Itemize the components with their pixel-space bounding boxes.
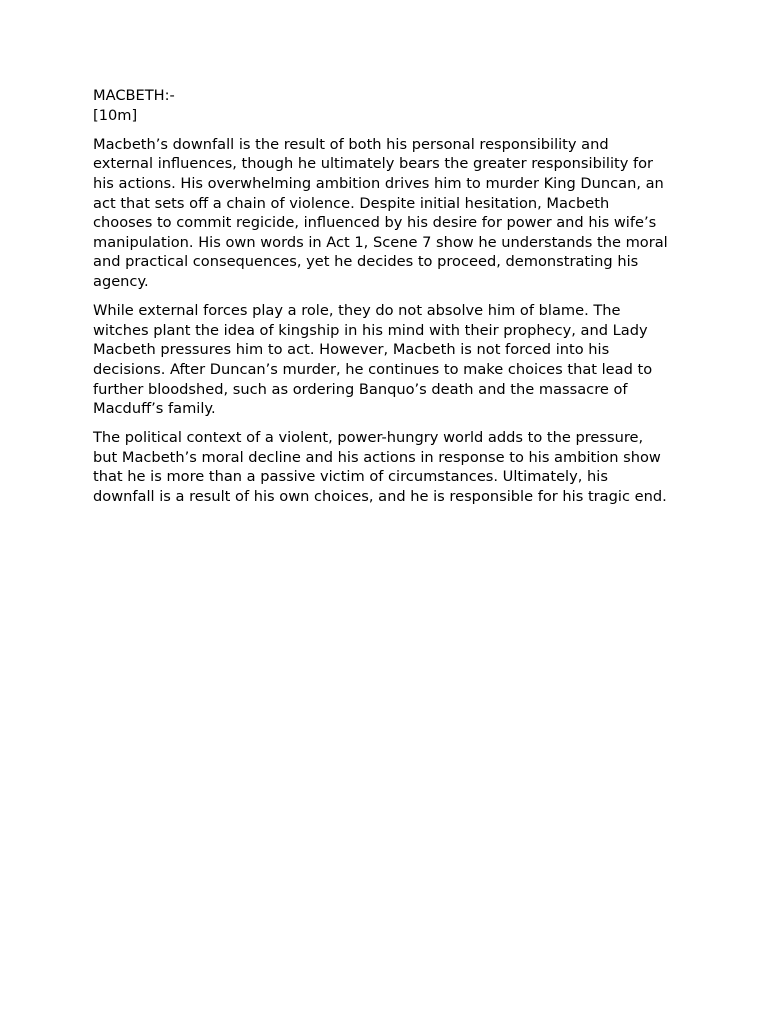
paragraph-2: While external forces play a role, they do not absolve him of blame. The witches plant the idea of kingship in his mind with their prophecy, and Lady Macbeth pressures him to act. However, Macbeth is not forced into his decisions. After Duncan’s murder, he continues to make choices that lead to further bloodshed, such as ordering Banquo’s death and the massacre of Macduff’s family. (93, 302, 653, 418)
paragraph-1: Macbeth’s downfall is the result of both his personal responsibility and external influences, though he ultimately bears the greater responsibility for his actions. His overwhelming ambition drives him to murder King Duncan, an act that sets off a chain of violence. Despite initial hesitation, Macbeth chooses to commit regicide, influenced by his desire for power and his wife’s manipulation. His own words in Act 1, Scene 7 show he understands the moral and practical consequences, yet he decides to proceed, demonstrating his agency. (93, 135, 668, 290)
document-title: MACBETH:- (93, 87, 175, 104)
marks-label: [10m] (93, 106, 138, 124)
paragraph-3: The political context of a violent, power-hungry world adds to the pressure, but Macbeth’s moral decline and his actions in response to his ambition show that he is more than a passive victim of circumstances. Ultimately, his downfall is a result of his own choices, and he is responsible for his tragic end. (93, 429, 667, 506)
document-page (93, 86, 668, 507)
